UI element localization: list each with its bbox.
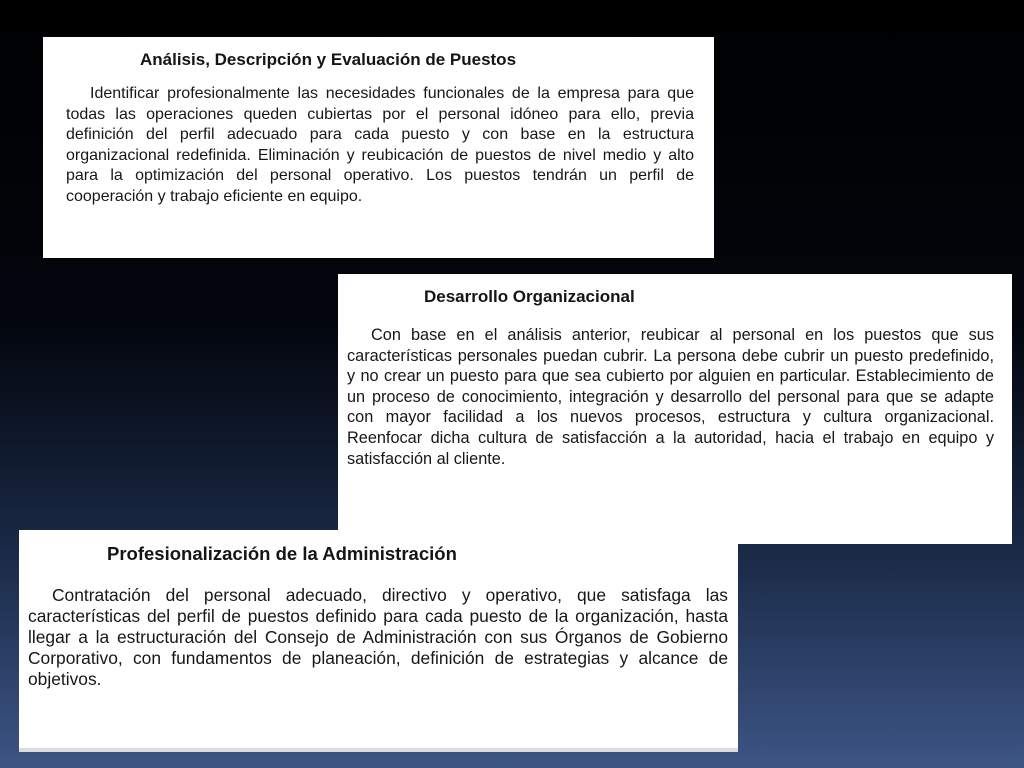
section-card-desarrollo <box>338 274 1012 544</box>
section-body: Identificar profesionalmente las necesidades funcionales de la empresa para que todas las operaciones queden cubiertas por el personal idóneo para ello, previa definición del perfil adecuado para cada puesto y con base en la estructura organizacional redefinida. Eliminación y reubicación de puestos de nivel medio y alto para la optimización del personal operativo. Los puestos tendrán un perfil de cooperación y trabajo eficiente en equipo. <box>66 85 694 205</box>
section-title: Análisis, Descripción y Evaluación de Puestos <box>140 50 517 69</box>
section-title: Desarrollo Organizacional <box>424 287 635 306</box>
section-body: Contratación del personal adecuado, directivo y operativo, que satisfaga las características del perfil de puestos definido para cada puesto de la organización, hasta llegar a la estructuración del Consejo de Administración con sus Órganos de Gobierno Corporativo, con fundamentos de planeación, definición de estrategias y alcance de objetivos. <box>28 585 728 689</box>
section-title: Profesionalización de la Administración <box>107 543 457 564</box>
section-card-profesionalizacion <box>19 530 738 752</box>
section-card-analisis <box>43 37 714 258</box>
section-body: Con base en el análisis anterior, reubicar al personal en los puestos que sus características personales puedan cubrir. La persona debe cubrir un puesto predefinido, y no crear un puesto para que sea cubierto por alguien en particular. Establecimiento de un proceso de conocimiento, integración y desarrollo del personal para que se adapte con mayor facilidad a los nuevos procesos, estructura y cultura organizacional. Reenfocar dicha cultura de satisfacción a la autoridad, hacia el trabajo en equipo y satisfacción al cliente. <box>347 326 994 468</box>
